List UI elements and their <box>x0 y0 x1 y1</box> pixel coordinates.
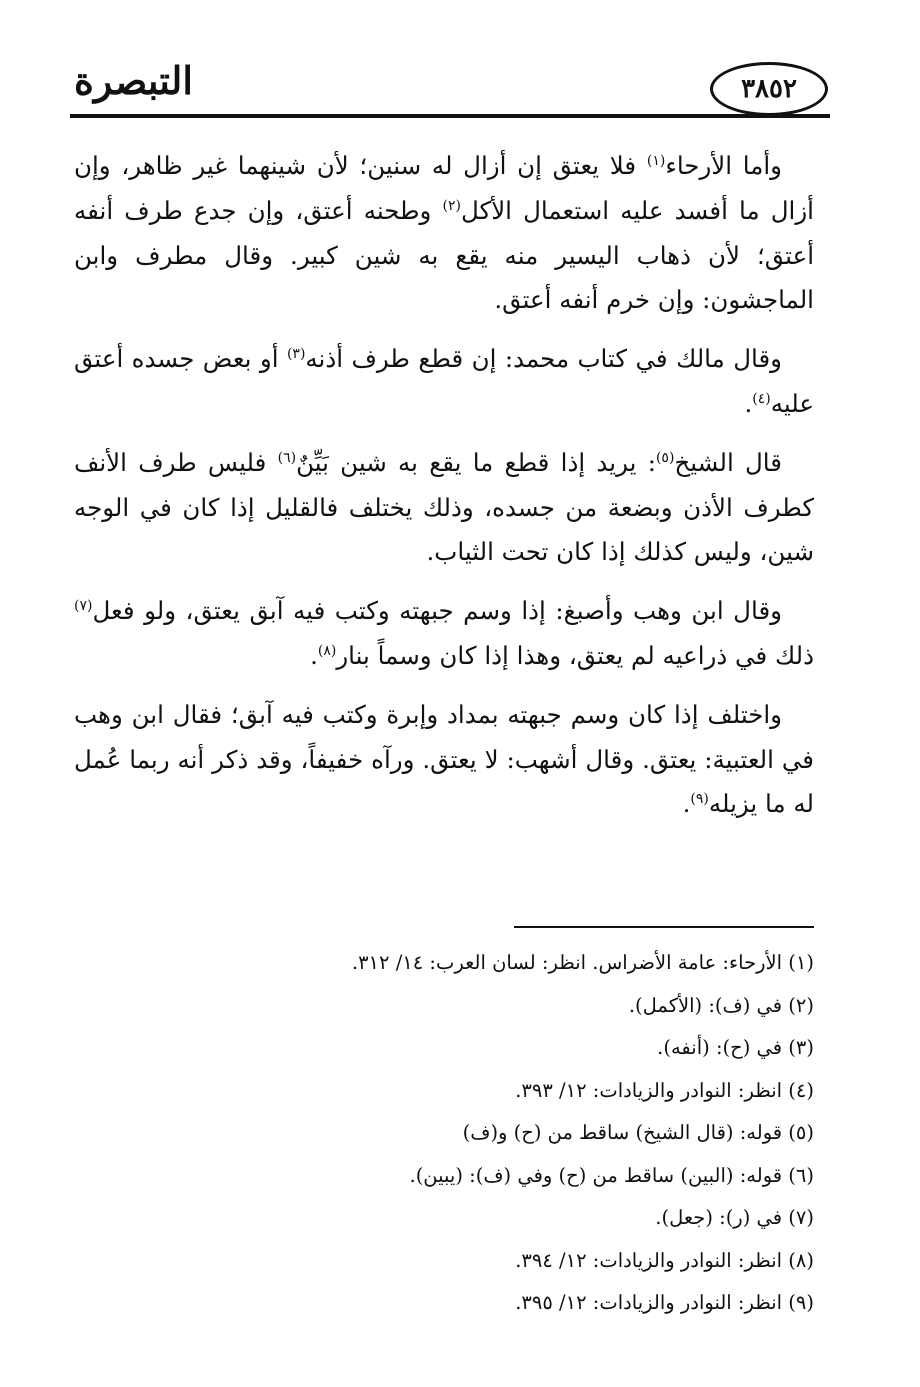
body-paragraph <box>74 693 814 827</box>
body-paragraph <box>74 144 814 323</box>
footnotes <box>200 942 814 1325</box>
paragraph-text: : يريد إذا قطع ما يقع به شين بَيِّنٌ <box>296 447 656 477</box>
paragraph-text: . <box>310 640 318 670</box>
body-paragraph <box>74 337 814 427</box>
footnote-marker: (٢) <box>442 197 461 214</box>
paragraph-text: وطحنه أعتق، وإن جدع طرف أنفه أعتق؛ لأن ذهاب اليسير منه يقع به شين كبير. وقال مطرف وابن الماجشون: وإن خرم أنفه أعتق. <box>74 195 814 315</box>
paragraph-text: . <box>682 789 691 819</box>
body-paragraph <box>74 441 814 575</box>
footnote-marker: (٧) <box>74 598 93 615</box>
footnote-item: (٨) انظر: النوادر والزيادات: ١٢/ ٣٩٤. <box>515 1248 814 1272</box>
footnote-marker: (٣) <box>286 346 306 363</box>
paragraph-text: واختلف إذا كان وسم جبهته بمداد وإبرة وكتب فيه آبق؛ فقال ابن وهب في العتبية: يعتق. وقال أشهب: لا يعتق. ورآه خفيفاً، وقد ذكر أنه ربما عُمل له ما يزيله <box>74 699 814 819</box>
page-header <box>70 52 830 122</box>
page-number-badge <box>710 62 828 116</box>
footnote-marker: (٥) <box>655 449 675 466</box>
footnote-marker: (٨) <box>317 642 337 659</box>
footnote-separator <box>514 926 814 928</box>
footnote-marker: (١) <box>646 152 666 169</box>
footnote-item: (٣) في (ح): (أنفه). <box>657 1036 814 1059</box>
paragraph-text: . <box>744 388 753 418</box>
header-rule <box>70 114 830 118</box>
paragraph-text: أو بعض جسده أعتق عليه <box>74 344 814 418</box>
paragraph-text: ذلك في ذراعيه لم يعتق، وهذا إذا كان وسماً بنار <box>336 640 814 670</box>
body-paragraph <box>74 589 814 679</box>
footnote-item: (٤) انظر: النوادر والزيادات: ١٢/ ٣٩٣. <box>515 1078 814 1102</box>
footnote-item: (١) الأرحاء: عامة الأضراس. انظر: لسان العرب: ١٤/ ٣١٢. <box>351 951 814 974</box>
footnote-item: (٧) في (ر): (جعل). <box>655 1206 814 1229</box>
page-number: ٣٨٥٢ <box>741 74 797 104</box>
footnote-item: (٩) انظر: النوادر والزيادات: ١٢/ ٣٩٥. <box>515 1291 814 1314</box>
footnote-marker: (٩) <box>690 791 709 808</box>
book-title: التبصرة <box>74 58 193 103</box>
paragraph-text: قال الشيخ <box>674 447 782 477</box>
paragraph-text: فليس طرف الأنف كطرف الأذن وبضعة من جسده، وذلك يختلف فالقليل إذا كان في الوجه شين، وليس كذلك إذا كان تحت الثياب. <box>74 447 814 567</box>
paragraph-text: فلا يعتق إن أزال له سنين؛ لأن شينهما غير ظاهر، وإن أزال ما أفسد عليه استعمال الأكل <box>74 151 814 225</box>
body-text <box>74 144 814 841</box>
paragraph-text: وأما الأرحاء <box>665 151 782 180</box>
footnote-item: (٥) قوله: (قال الشيخ) ساقط من (ح) و(ف) <box>462 1121 814 1144</box>
footnote-marker: (٤) <box>752 390 771 407</box>
footnote-item: (٢) في (ف): (الأكمل). <box>628 993 814 1017</box>
footnote-marker: (٦) <box>277 449 297 466</box>
footnote-item: (٦) قوله: (البين) ساقط من (ح) وفي (ف): (يبين). <box>409 1163 814 1187</box>
paragraph-text: وقال ابن وهب وأصبغ: إذا وسم جبهته وكتب فيه آبق يعتق، ولو فعل <box>92 596 782 626</box>
paragraph-text: وقال مالك في كتاب محمد: إن قطع طرف أذنه <box>305 344 782 374</box>
